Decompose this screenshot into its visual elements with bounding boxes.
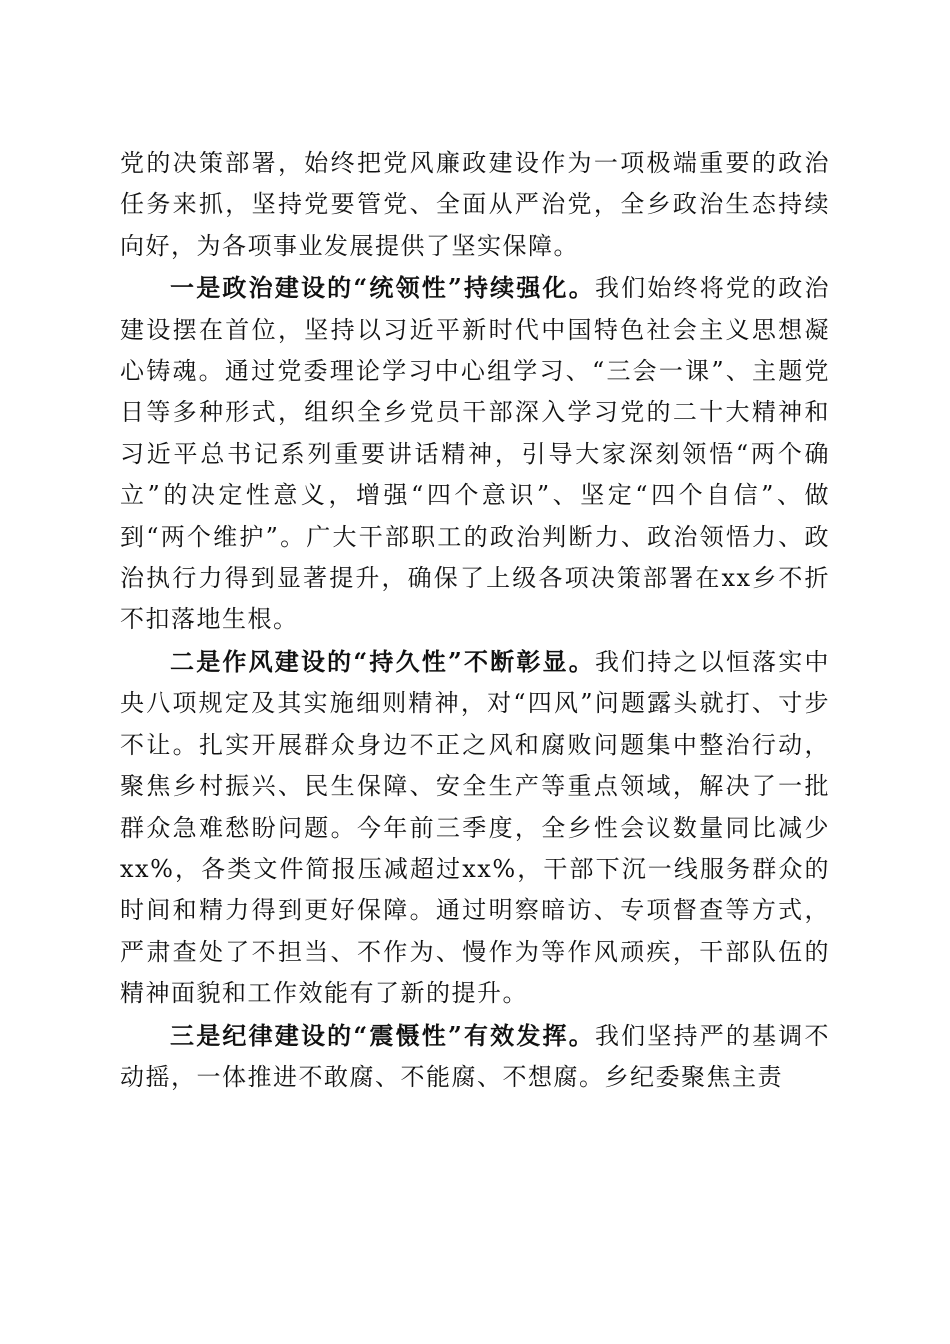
paragraph-text: 我们坚持严的基调不动摇，一体推进不敢腐、不能腐、不想腐。乡纪委聚焦主责 [120, 1021, 831, 1091]
paragraph-text: 我们始终将党的政治建设摆在首位，坚持以习近平新时代中国特色社会主义思想凝心铸魂。通过党委理论学习中心组学习、“三会一课”、主题党日等多种形式，组织全乡党员干部深入学习党的二十大精神和习近平总书记系列重要讲话精神，引导大家深刻领悟“两个确立”的决定性意义，增强“四个意识”、坚定“四个自信”、做到“两个维护”。广大干部职工的政治判断力、政治领悟力、政治执行力得到显著提升，确保了上级各项决策部署在xx乡不折不扣落地生根。 [120, 274, 831, 634]
paragraph-text: 我们持之以恒落实中央八项规定及其实施细则精神，对“四风”问题露头就打、寸步不让。扎实开展群众身边不正之风和腐败问题集中整治行动，聚焦乡村振兴、民生保障、安全生产等重点领域，解决了一批群众急难愁盼问题。今年前三季度，全乡性会议数量同比减少xx%，各类文件简报压减超过xx%，干部下沉一线服务群众的时间和精力得到更好保障。通过明察暗访、专项督查等方式，严肃查处了不担当、不作为、慢作为等作风顽疾，干部队伍的精神面貌和工作效能有了新的提升。 [120, 647, 831, 1008]
paragraph-lead-heading: 一是政治建设的“统领性”持续强化。 [170, 273, 595, 303]
paragraph-lead-heading: 二是作风建设的“持久性”不断彰显。 [170, 646, 595, 676]
document-body [120, 143, 830, 1098]
paragraph-lead-heading: 三是纪律建设的“震慑性”有效发挥。 [170, 1020, 595, 1050]
paragraph-work-style-building [120, 641, 830, 1015]
paragraph-intro-continuation [120, 143, 830, 267]
paragraph-text: 党的决策部署，始终把党风廉政建设作为一项极端重要的政治任务来抓，坚持党要管党、全面从严治党，全乡政治生态持续向好，为各项事业发展提供了坚实保障。 [120, 149, 830, 260]
paragraph-political-building [120, 267, 830, 641]
paragraph-discipline-building [120, 1015, 830, 1099]
